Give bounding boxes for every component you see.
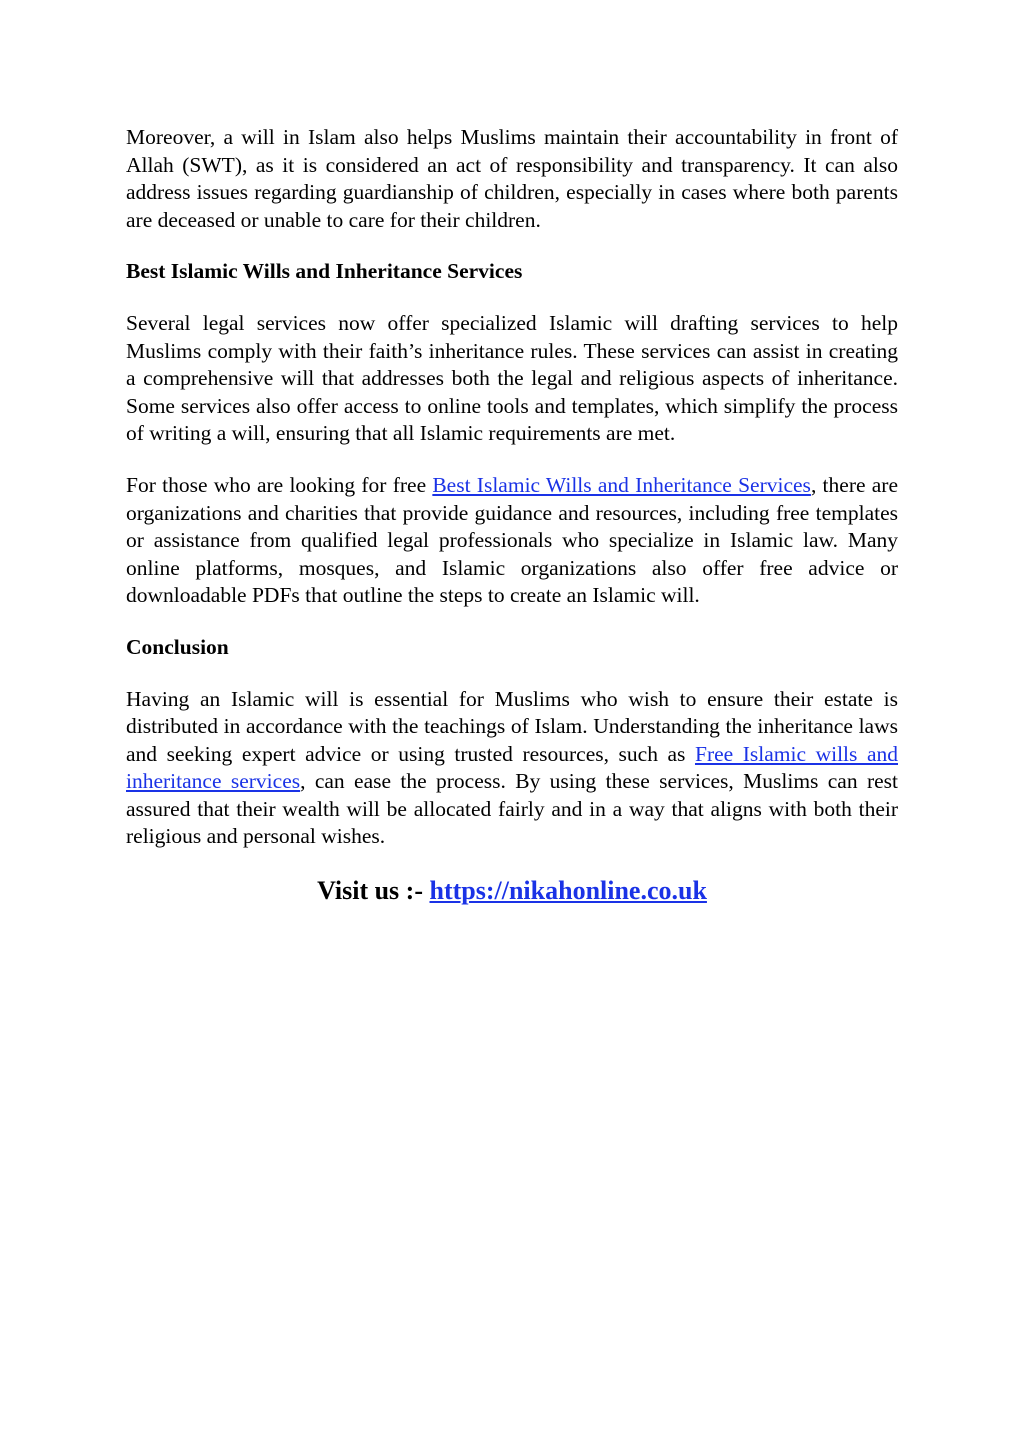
- website-link[interactable]: https://nikahonline.co.uk: [429, 876, 707, 906]
- paragraph-free-services-text-start: For those who are looking for free: [126, 472, 433, 497]
- best-islamic-wills-link[interactable]: Best Islamic Wills and Inheritance Services: [432, 472, 811, 497]
- visit-us-line: [126, 875, 898, 907]
- paragraph-free-services-text-end: , there are organizations and charities that provide guidance and resources, including free templates or assistance from qualified legal professionals who specialize in Islamic law. Many online platforms, mosques, and Islamic organizations also offer free advice or downloadable PDFs that outline the steps to create an Islamic will.: [126, 472, 898, 608]
- free-islamic-wills-link[interactable]: Free Islamic wills and inheritance services: [126, 741, 898, 794]
- heading-best-services: Best Islamic Wills and Inheritance Services: [126, 259, 523, 284]
- paragraph-legal-services: Several legal services now offer specialized Islamic will drafting services to help Muslims comply with their faith’s inheritance rules. These services can assist in creating a comprehensive will that addresses both the legal and religious aspects of inheritance. Some services also offer access to online tools and templates, which simplify the process of writing a will, ensuring that all Islamic requirements are met.: [126, 310, 898, 446]
- visit-us-label: Visit us :-: [317, 876, 430, 906]
- heading-conclusion: Conclusion: [126, 634, 229, 659]
- paragraph-conclusion: [126, 686, 898, 852]
- document-page: [126, 124, 898, 907]
- paragraph-free-services: [126, 472, 898, 610]
- paragraph-conclusion-text-end: , can ease the process. By using these services, Muslims can rest assured that their wealth will be allocated fairly and in a way that aligns with both their religious and personal wishes.: [126, 769, 898, 849]
- paragraph-conclusion-text-start: Having an Islamic will is essential for Muslims who wish to ensure their estate is distributed in accordance with the teachings of Islam. Understanding the inheritance laws and seeking expert advice or using trusted resources, such as: [126, 686, 898, 766]
- paragraph-accountability: Moreover, a will in Islam also helps Muslims maintain their accountability in front of Allah (SWT), as it is considered an act of responsibility and transparency. It can also address issues regarding guardianship of children, especially in cases where both parents are deceased or unable to care for their children.: [126, 125, 898, 232]
